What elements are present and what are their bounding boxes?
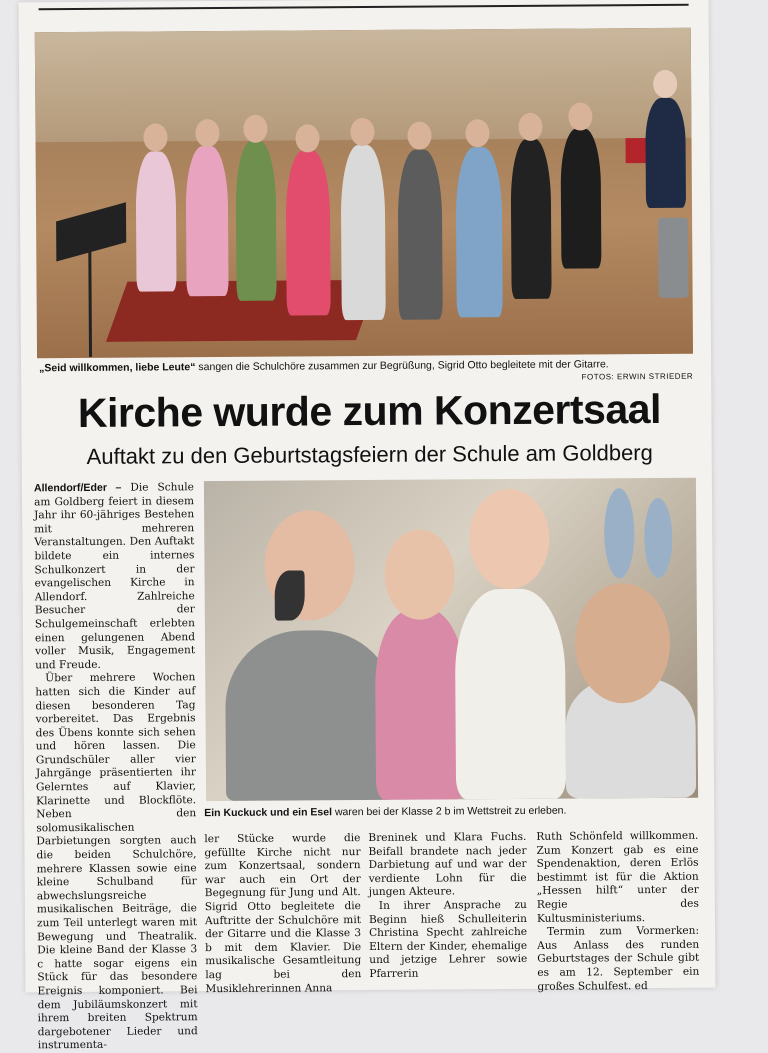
paragraph <box>537 925 699 994</box>
top-rule <box>39 0 689 10</box>
article-column-4 <box>536 830 699 994</box>
article-column-3 <box>368 831 527 982</box>
child-head <box>350 118 374 146</box>
girl-head <box>575 583 671 704</box>
child-head <box>195 119 219 147</box>
boy-grey-shirt <box>225 630 396 801</box>
donkey-ear <box>604 488 635 578</box>
child-figure <box>236 141 277 301</box>
newspaper-clipping <box>19 0 716 1052</box>
child-figure <box>398 149 443 319</box>
caption-top-text: sangen die Schulchöre zusammen zur Begrüßung, Sigrid Otto begleitete mit der Gitarre. <box>195 358 609 374</box>
paragraph <box>34 481 195 672</box>
girl-white-shirt <box>455 589 566 800</box>
cuckoo-beak <box>275 570 305 620</box>
article-column-1 <box>34 481 198 1053</box>
photo-caption-bottom <box>204 804 700 819</box>
caption-bottom-bold: Ein Kuckuck und ein Esel <box>204 806 333 820</box>
paragraph: In ihrer Ansprache zu Beginn hieß Schulleiterin Christina Specht zahlreiche Eltern der Kinder, ehemalige und jetzige Lehrer sowie Pfarrerin <box>368 898 528 980</box>
photo-credit: FOTOS: ERWIN STRIEDER <box>581 371 694 382</box>
child-head <box>407 122 431 150</box>
child-head <box>568 102 592 130</box>
article-headline: Kirche wurde zum Konzertsaal <box>77 385 662 437</box>
donkey-ear <box>644 498 673 578</box>
child-head <box>143 123 167 151</box>
paragraph: ler Stücke wurde die gefüllte Kirche nicht nur zum Konzertsaal, sondern war auch ein Ort der Begegnung für Jung und Alt. Sigrid Otto begleitete die Auftritte der Schulchöre mit der Gitarre und die Klasse 3 b mit dem Klavier. Die musikalische Gesamtleitung lag bei den Musiklehrerinnen Anna <box>204 832 362 995</box>
child-head <box>465 119 489 147</box>
paragraph: Über mehrere Wochen hatten sich die Kinder auf diesen besonderen Tag vorbereitet. Das Ergebnis des Übens konnte sich sehen und hören lassen. Die Grundschüler aller vier Jahrgänge präsentierten ihr Gelerntes auf Klavier, Klarinette und Blockflöte. Neben den solomusikalischen Darbietungen sorgten auch die beiden Schulchöre, mehrere Klassen sowie eine kleine Schulband für abwechslungsreiche musikalischen Beiträge, die zum Teil unterlegt waren mit Bewegung und Theatralik. Die kleine Band der Klasse 3 c hatte sogar eigens ein Stück für das besondere Ereignis komponiert. Bei dem Jubiläumskonzert mit ihrem breiten Spektrum dargebotener Lieder und instrumenta- <box>35 671 198 1052</box>
article-subheadline: Auftakt zu den Geburtstagsfeiern der Schule am Goldberg <box>86 440 653 469</box>
choir-photo <box>35 28 693 359</box>
caption-bottom-text: waren bei der Klasse 2 b im Wettstreit zu erleben. <box>331 804 567 819</box>
paragraph: Ruth Schönfeld willkommen. Zum Konzert gab es eine Spendenaktion, deren Erlös bestimmt ist für die Aktion „Hessen hilft“ unter der Regie des Kultusministeriums. <box>536 829 699 925</box>
music-stand-pole <box>88 247 92 357</box>
metal-drum <box>658 218 689 298</box>
author-sign: ed <box>631 979 648 992</box>
article-column-2 <box>204 832 361 996</box>
girl-head <box>469 489 550 590</box>
paragraph-text: Die Schule am Goldberg feiert in diesem Jahr ihr 60-jähriges Bestehen mit mehreren Veranstaltungen. Den Auftakt bildete ein internes Schulkonzert in der evangelischen Kirche in Allendorf. Zahlreiche Besucher der Schulgemeinschaft erlebten einen gelungenen Abend voller Musik, Engagement und Freude. <box>33 481 196 672</box>
caption-top-bold: „Seid willkommen, liebe Leute“ <box>39 361 196 375</box>
child-head <box>243 115 267 143</box>
child-head <box>295 124 319 152</box>
child-figure <box>560 128 601 268</box>
child-figure <box>186 146 229 296</box>
child-figure <box>286 150 331 315</box>
child-figure <box>456 147 503 317</box>
guitarist-figure <box>645 98 686 208</box>
child-figure <box>341 145 386 320</box>
paragraph: Breninek und Klara Fuchs. Beifall brandete nach jeder Darbietung auf und war der verdiente Lohn für die jungen Akteure. <box>368 830 527 899</box>
guitarist-head <box>653 70 677 98</box>
paragraph-text: Termin zum Vormerken: Aus Anlass des runden Geburtstages der Schule gibt es am 12. September ein großes Schulfest. <box>537 924 700 993</box>
girl-head <box>384 529 455 619</box>
child-head <box>518 113 542 141</box>
child-figure <box>136 151 177 291</box>
child-figure <box>511 139 552 299</box>
girl-pink <box>375 609 466 800</box>
children-singing-photo <box>204 478 698 801</box>
dateline: Allendorf/Eder – <box>33 481 122 495</box>
